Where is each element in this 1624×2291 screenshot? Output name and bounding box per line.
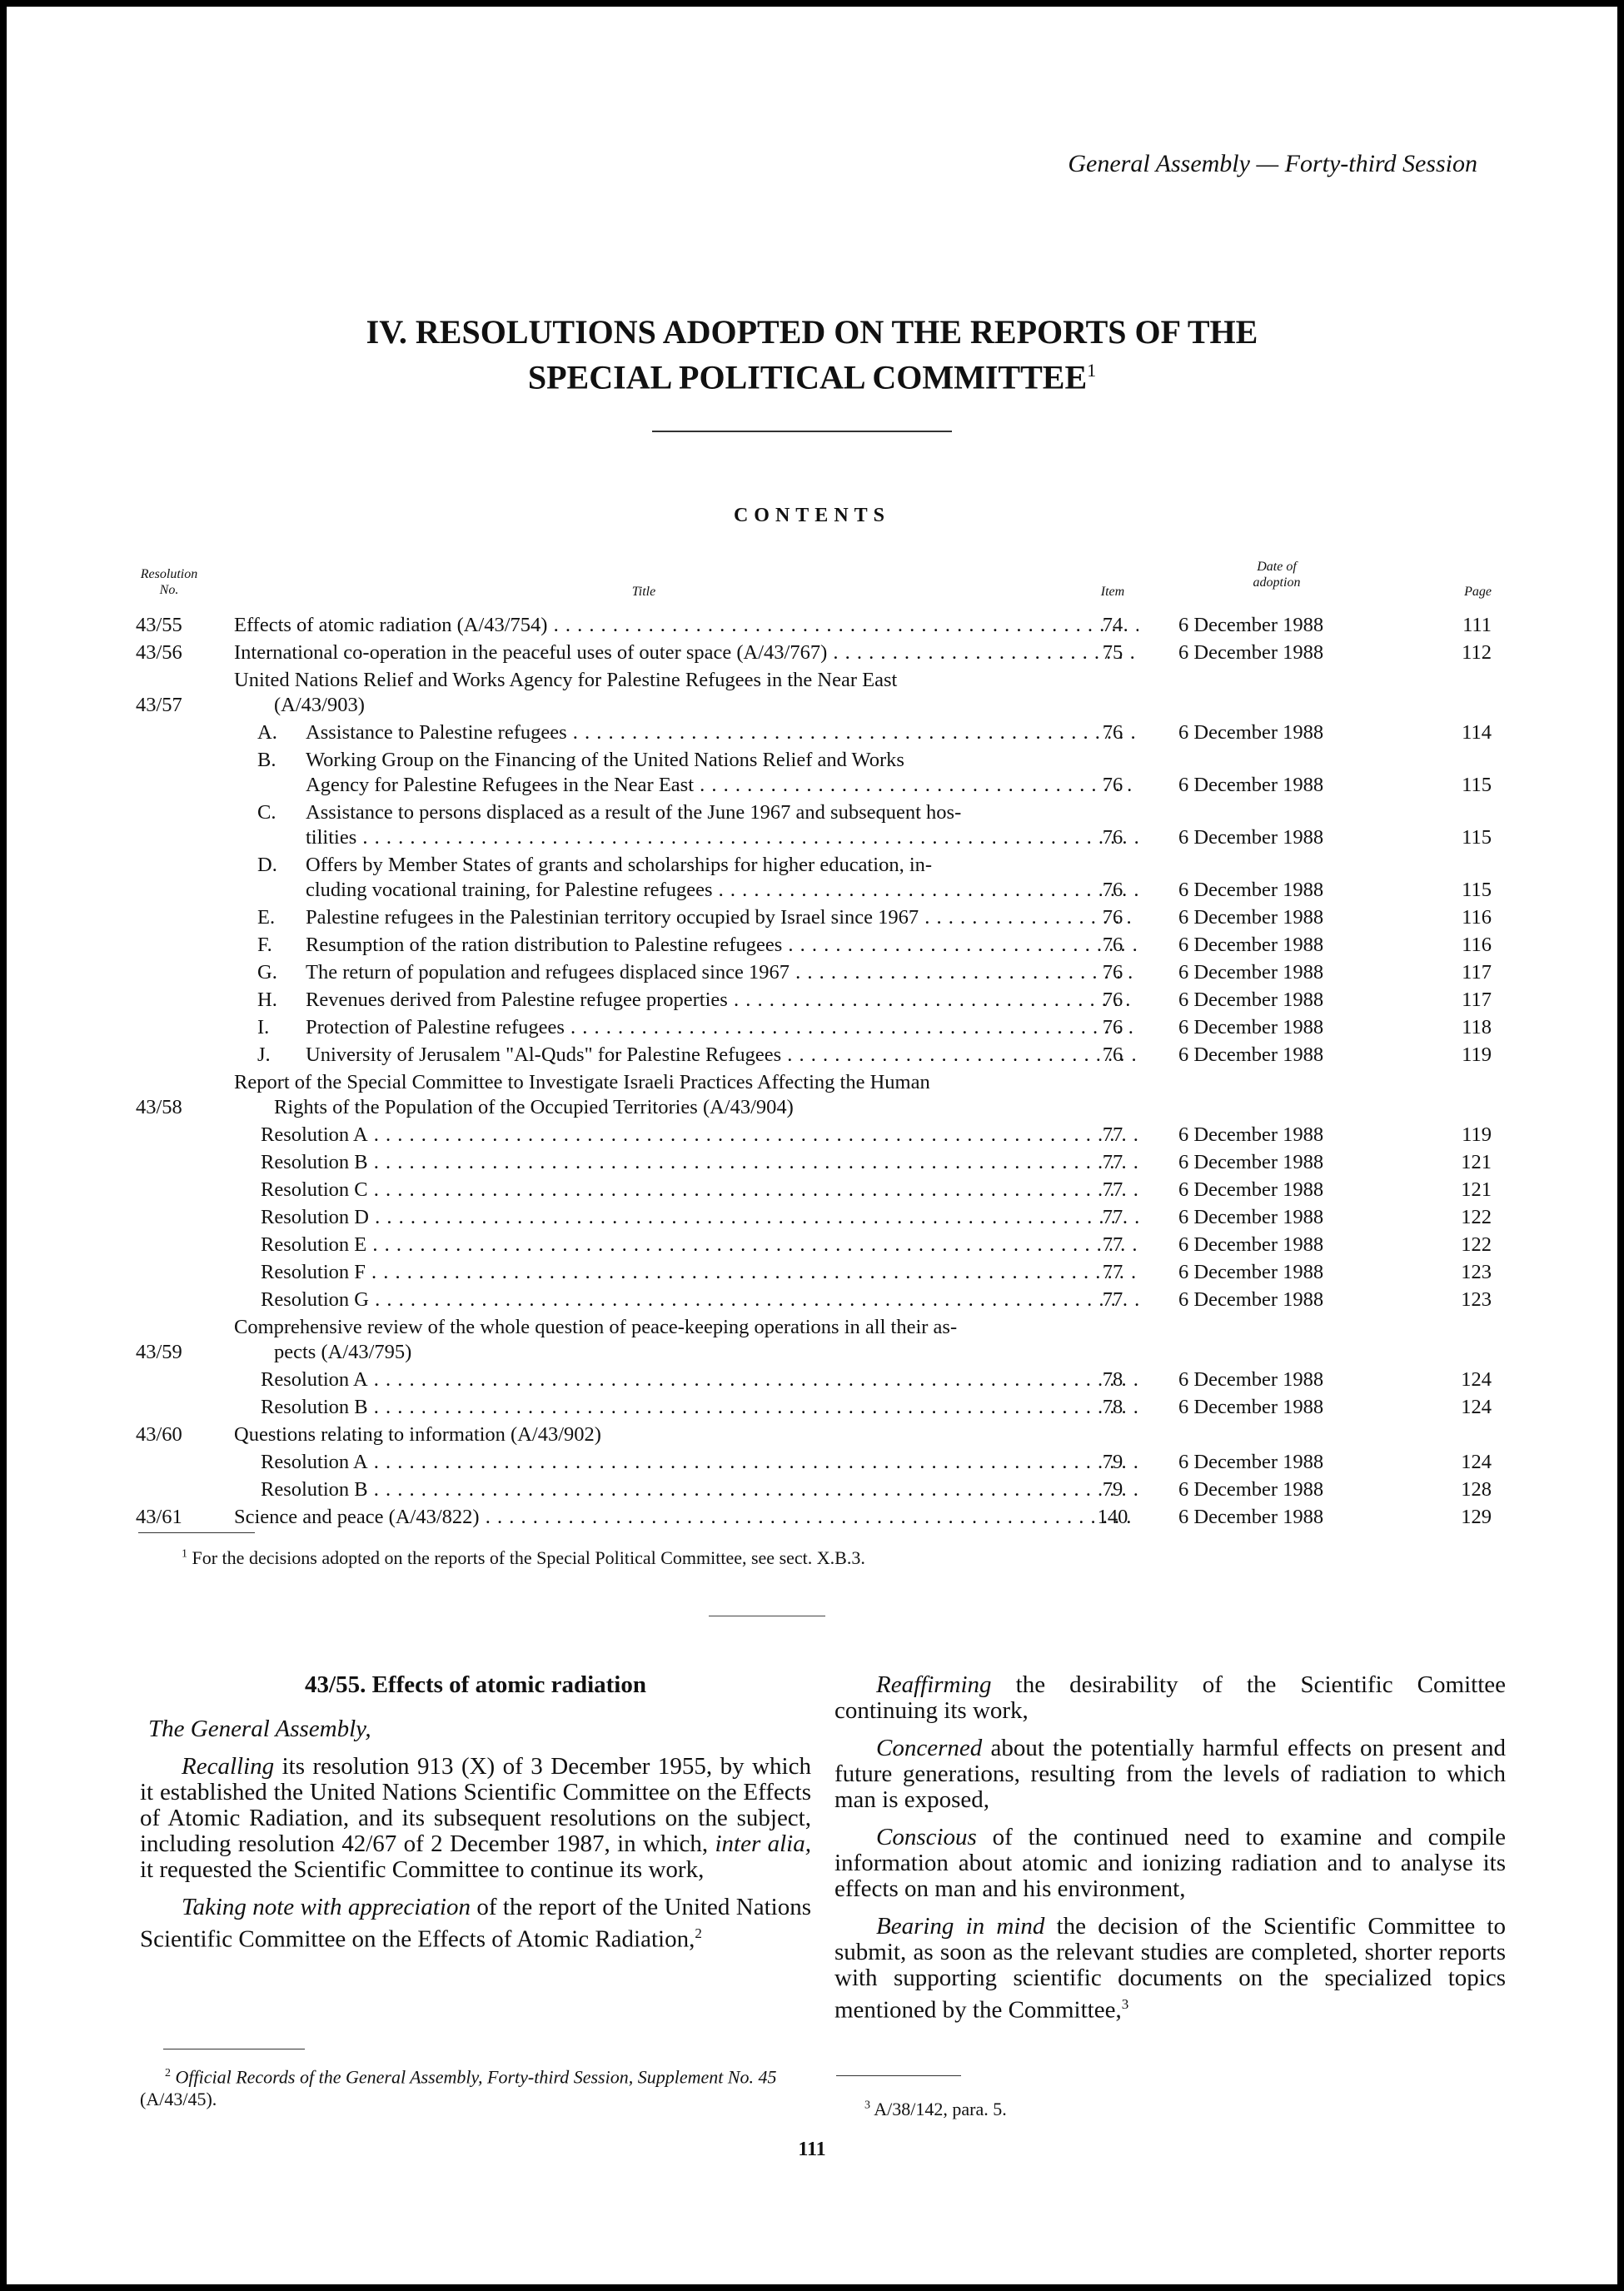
contents-row xyxy=(127,613,1503,638)
contents-title: Questions relating to information (A/43/902) xyxy=(234,1423,601,1446)
section-letter: B. xyxy=(257,749,276,771)
section-letter: C. xyxy=(257,801,276,824)
agenda-item: 79 xyxy=(1102,1451,1123,1473)
page-ref: 124 xyxy=(1461,1451,1492,1473)
page-ref: 128 xyxy=(1461,1478,1492,1501)
right-column xyxy=(834,1672,1506,2035)
page-number: 111 xyxy=(798,2139,826,2160)
contents-title: Resolution B . . . xyxy=(261,1395,1138,1420)
resolution-number: 43/57 xyxy=(136,694,182,716)
adoption-date: 6 December 1988 xyxy=(1178,989,1324,1011)
adoption-date: 6 December 1988 xyxy=(1178,614,1324,636)
section-letter: A. xyxy=(257,721,277,744)
adoption-date: 6 December 1988 xyxy=(1178,1396,1324,1418)
resolution-number: 43/61 xyxy=(136,1506,182,1528)
paragraph-bearing-in-mind: Bearing in mind the decision of the Scientific Committee to submit, as soon as the relevant studies are completed, shorter reports with supporting scientific documents on the specialized topics mentioned by the Committee,$^3$ xyxy=(834,1913,1506,2024)
contents-row xyxy=(127,1123,1503,1148)
section-letter: H. xyxy=(257,989,277,1011)
adoption-date: 6 December 1988 xyxy=(1178,1261,1324,1283)
adoption-date: 6 December 1988 xyxy=(1178,906,1324,929)
contents-title: Effects of atomic radiation (A/43/754) . . . xyxy=(234,613,1138,638)
contents-title: Resolution C . . . xyxy=(261,1178,1138,1203)
paragraph-reaffirming: Reaffirming the desirability of the Scientific Comittee continuing its work, xyxy=(834,1671,1506,1724)
section-letter: J. xyxy=(257,1043,271,1066)
section-letter: F. xyxy=(257,934,272,956)
paragraph-conscious: Conscious of the continued need to examine and compile information about atomic and ionizing radiation and to analyse its effects on man and his environment, xyxy=(834,1824,1506,1902)
contents-title: Resolution B . . . xyxy=(261,1477,1138,1502)
page-ref: 119 xyxy=(1462,1123,1492,1146)
section-letter: I. xyxy=(257,1016,270,1038)
adoption-date: 6 December 1988 xyxy=(1178,721,1324,744)
contents-row xyxy=(127,1015,1503,1040)
title-line-1: IV. RESOLUTIONS ADOPTED ON THE REPORTS OF THE xyxy=(366,313,1258,351)
page-ref: 123 xyxy=(1461,1288,1492,1311)
contents-row xyxy=(127,1260,1503,1285)
adoption-date: 6 December 1988 xyxy=(1178,961,1324,984)
agenda-item: 79 xyxy=(1102,1478,1123,1501)
agenda-item: 76 xyxy=(1102,1043,1123,1066)
contents-row xyxy=(127,988,1503,1013)
agenda-item: 77 xyxy=(1102,1233,1123,1256)
contents-row xyxy=(127,1477,1503,1502)
contents-row xyxy=(127,933,1503,958)
contents-row xyxy=(127,1505,1503,1530)
divider-rule xyxy=(652,431,952,432)
contents-heading: CONTENTS xyxy=(733,505,891,526)
page-ref: 119 xyxy=(1462,1043,1492,1066)
contents-row xyxy=(127,1205,1503,1230)
contents-table xyxy=(127,558,1503,1530)
page-ref: 118 xyxy=(1462,1016,1492,1038)
page-ref: 124 xyxy=(1461,1396,1492,1418)
resolution-number: 43/59 xyxy=(136,1341,182,1363)
contents-row xyxy=(127,1367,1503,1392)
adoption-date: 6 December 1988 xyxy=(1178,1288,1324,1311)
contents-title: The return of population and refugees displaced since 1967 . . . xyxy=(306,960,1138,985)
contents-title: Working Group on the Financing of the United Nations Relief and Works Agency for Palestine Refugees in the Near East . . . xyxy=(306,748,1138,798)
adoption-date: 6 December 1988 xyxy=(1178,1233,1324,1256)
page-ref: 123 xyxy=(1461,1261,1492,1283)
footnote-rule-right xyxy=(836,2075,961,2076)
adoption-date: 6 December 1988 xyxy=(1178,1451,1324,1473)
adoption-date: 6 December 1988 xyxy=(1178,1016,1324,1038)
agenda-item: 76 xyxy=(1102,906,1123,929)
agenda-item: 76 xyxy=(1102,721,1123,744)
contents-title: Comprehensive review of the whole question of peace-keeping operations in all their as- pects (A/43/795) xyxy=(234,1316,958,1363)
page-ref: 116 xyxy=(1462,906,1492,929)
adoption-date: 6 December 1988 xyxy=(1178,774,1324,796)
paragraph-concerned: Concerned about the potentially harmful effects on present and future generations, resulting from the levels of radiation to which man is exposed, xyxy=(834,1735,1506,1813)
footnote-mark: 1 xyxy=(1087,360,1097,381)
agenda-item: 77 xyxy=(1102,1288,1123,1311)
footnote-rule xyxy=(138,1532,255,1533)
agenda-item: 77 xyxy=(1102,1123,1123,1146)
contents-row xyxy=(127,1150,1503,1175)
agenda-item: 74 xyxy=(1102,614,1123,636)
contents-title: United Nations Relief and Works Agency for Palestine Refugees in the Near East (A/43/903) xyxy=(234,669,898,716)
contents-title: Report of the Special Committee to Investigate Israeli Practices Affecting the Human Rights of the Population of the Occupied Territories (A/43/904) xyxy=(234,1071,930,1118)
contents-row xyxy=(127,905,1503,930)
adoption-date: 6 December 1988 xyxy=(1178,1478,1324,1501)
resolution-number: 43/55 xyxy=(136,614,182,636)
contents-row xyxy=(127,1395,1503,1420)
contents-row xyxy=(127,720,1503,745)
resolution-number: 43/58 xyxy=(136,1096,182,1118)
contents-row xyxy=(127,1315,1503,1365)
page-ref: 121 xyxy=(1461,1151,1492,1173)
agenda-item: 78 xyxy=(1102,1368,1123,1391)
page-ref: 122 xyxy=(1461,1233,1492,1256)
contents-title: Resolution D . . . xyxy=(261,1205,1138,1230)
agenda-item: 76 xyxy=(1102,774,1123,796)
contents-title: Assistance to persons displaced as a result of the June 1967 and subsequent hos- tilities . . . xyxy=(306,800,1138,850)
contents-title: Offers by Member States of grants and scholarships for higher education, in- cluding vocational training, for Palestine refugees . . . xyxy=(306,853,1138,903)
page-ref: 117 xyxy=(1462,989,1492,1011)
adoption-date: 6 December 1988 xyxy=(1178,1151,1324,1173)
page-ref: 117 xyxy=(1462,961,1492,984)
agenda-item: 76 xyxy=(1102,826,1123,849)
contents-row xyxy=(127,640,1503,665)
contents-title: Revenues derived from Palestine refugee properties . . . xyxy=(306,988,1138,1013)
contents-title: Protection of Palestine refugees . . . xyxy=(306,1015,1138,1040)
agenda-item: 76 xyxy=(1102,961,1123,984)
adoption-date: 6 December 1988 xyxy=(1178,879,1324,901)
contents-title: Science and peace (A/43/822) . . . xyxy=(234,1505,1138,1530)
contents-rows xyxy=(127,613,1503,1530)
agenda-item: 76 xyxy=(1102,1016,1123,1038)
contents-title: Resolution A . . . xyxy=(261,1123,1138,1148)
header-item: Item xyxy=(1100,585,1125,599)
adoption-date: 6 December 1988 xyxy=(1178,1206,1324,1228)
footnote-2: $^2$ Official Records of the General Assembly, Forty-third Session, Supplement No. 45 (A/43/45). xyxy=(140,2066,777,2110)
adoption-date: 6 December 1988 xyxy=(1178,1506,1324,1528)
contents-row xyxy=(127,1422,1503,1447)
contents-row xyxy=(127,1233,1503,1258)
agenda-item: 76 xyxy=(1102,934,1123,956)
footnote-3: $^3$ A/38/142, para. 5. xyxy=(864,2099,1007,2119)
header-title: Title xyxy=(631,585,656,599)
adoption-date: 6 December 1988 xyxy=(1178,934,1324,956)
page-ref: 114 xyxy=(1462,721,1492,744)
contents-row xyxy=(127,1450,1503,1475)
section-letter: E. xyxy=(257,906,276,929)
contents-header-row xyxy=(127,558,1503,613)
left-column xyxy=(140,1672,811,1965)
agenda-item: 76 xyxy=(1102,879,1123,901)
paragraph-taking-note: Taking note with appreciation of the report of the United Nations Scientific Committee on the Effects of Atomic Radiation,$^2$ xyxy=(140,1894,811,1953)
contents-row xyxy=(127,668,1503,718)
contents-row xyxy=(127,1043,1503,1068)
page-ref: 115 xyxy=(1462,879,1492,901)
contents-title: Resolution A . . . xyxy=(261,1450,1138,1475)
contents-row xyxy=(127,853,1503,903)
contents-row xyxy=(127,960,1503,985)
contents-title: Resolution A . . . xyxy=(261,1367,1138,1392)
page-ref: 115 xyxy=(1462,826,1492,849)
page-ref: 121 xyxy=(1461,1178,1492,1201)
page-ref: 122 xyxy=(1461,1206,1492,1228)
paragraph-recalling: Recalling its resolution 913 (X) of 3 December 1955, by which it established the United Nations Scientific Committee on the Effects of Atomic Radiation, and its subsequent resolutions on the subject, including resolution 42/67 of 2 December 1987, in which, inter alia, it requested the Scientific Committee to continue its work, xyxy=(140,1753,811,1883)
contents-row xyxy=(127,1178,1503,1203)
resolution-heading: 43/55. Effects of atomic radiation xyxy=(305,1671,646,1698)
adoption-date: 6 December 1988 xyxy=(1178,1043,1324,1066)
page-ref: 112 xyxy=(1462,641,1492,664)
agenda-item: 77 xyxy=(1102,1151,1123,1173)
adoption-date: 6 December 1988 xyxy=(1178,1123,1324,1146)
section-letter: G. xyxy=(257,961,277,984)
agenda-item: 75 xyxy=(1102,641,1123,664)
adoption-date: 6 December 1988 xyxy=(1178,641,1324,664)
adoption-date: 6 December 1988 xyxy=(1178,1178,1324,1201)
title-line-2: SPECIAL POLITICAL COMMITTEE$^1$ xyxy=(527,358,1097,396)
contents-row xyxy=(127,1070,1503,1120)
contents-row xyxy=(127,748,1503,798)
general-assembly-line: The General Assembly, xyxy=(148,1716,371,1742)
contents-title: Palestine refugees in the Palestinian territory occupied by Israel since 1967 . . . xyxy=(306,905,1138,930)
section-title xyxy=(7,313,1617,396)
agenda-item: 140 xyxy=(1097,1506,1128,1528)
contents-title: Resolution G . . . xyxy=(261,1287,1138,1312)
contents-row xyxy=(127,1287,1503,1312)
agenda-item: 77 xyxy=(1102,1178,1123,1201)
contents-title: Resolution E . . . xyxy=(261,1233,1138,1258)
contents-title: Resolution B . . . xyxy=(261,1150,1138,1175)
contents-title: Resumption of the ration distribution to Palestine refugees . . . xyxy=(306,933,1138,958)
adoption-date: 6 December 1988 xyxy=(1178,1368,1324,1391)
footnote-1: $^1$ For the decisions adopted on the reports of the Special Political Committee, see sect. X.B.3. xyxy=(182,1547,865,1568)
contents-row xyxy=(127,800,1503,850)
page-ref: 115 xyxy=(1462,774,1492,796)
agenda-item: 77 xyxy=(1102,1206,1123,1228)
contents-title: University of Jerusalem "Al-Quds" for Palestine Refugees . . . xyxy=(306,1043,1138,1068)
page-ref: 111 xyxy=(1462,614,1492,636)
section-letter: D. xyxy=(257,854,277,876)
adoption-date: 6 December 1988 xyxy=(1178,826,1324,849)
contents-title: Resolution F . . . xyxy=(261,1260,1138,1285)
resolution-number: 43/60 xyxy=(136,1423,182,1446)
page-ref: 124 xyxy=(1461,1368,1492,1391)
page-ref: 129 xyxy=(1461,1506,1492,1528)
header-resolution-no: Resolution No. xyxy=(140,567,198,597)
agenda-item: 77 xyxy=(1102,1261,1123,1283)
header-page: Page xyxy=(1464,585,1492,599)
header-date: Date of adoption xyxy=(1253,560,1301,590)
running-header: General Assembly — Forty-third Session xyxy=(1068,150,1477,177)
resolution-number: 43/56 xyxy=(136,641,182,664)
contents-title: Assistance to Palestine refugees . . . xyxy=(306,720,1138,745)
agenda-item: 76 xyxy=(1102,989,1123,1011)
agenda-item: 78 xyxy=(1102,1396,1123,1418)
contents-title: International co-operation in the peaceful uses of outer space (A/43/767) . . . xyxy=(234,640,1138,665)
page-ref: 116 xyxy=(1462,934,1492,956)
